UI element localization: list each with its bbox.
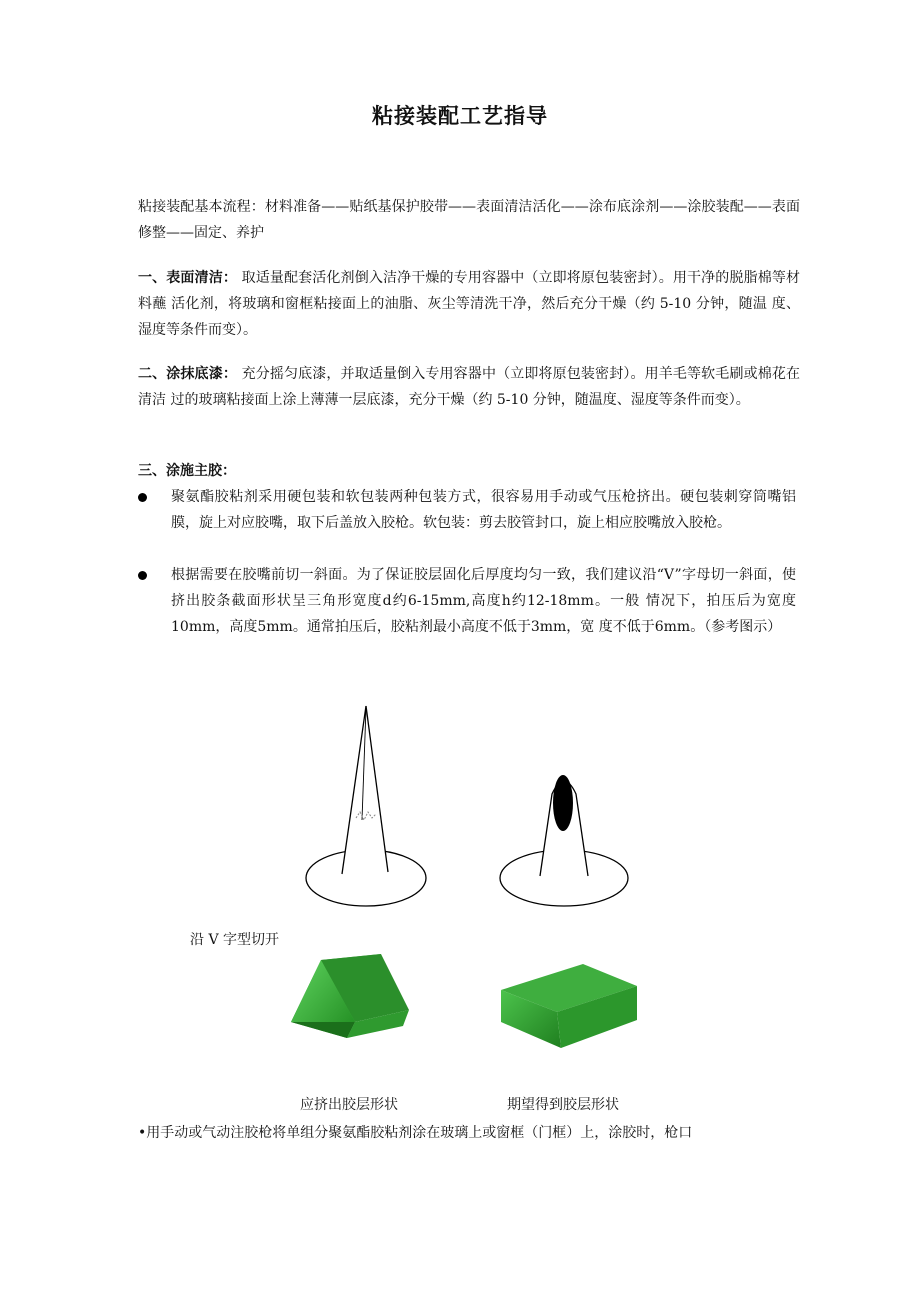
intro-paragraph: 粘接装配基本流程：材料准备——贴纸基保护胶带——表面清洁活化——涂布底涂剂——涂胶装配——表面修整——固定、养护: [138, 199, 800, 241]
section-body: 充分摇匀底漆，并取适量倒入专用容器中（立即将原包装密封）。用羊毛等软毛刷或棉花在清洁 过的玻璃粘接面上涂上薄薄一层底漆，充分干燥（约 5-10 分钟，随温度、湿度等条件而变）。: [138, 366, 801, 408]
cut-nozzle-figure: [496, 760, 646, 910]
expected-shape-caption: 期望得到胶层形状: [507, 1097, 619, 1113]
extruded-shape-caption: 应挤出胶层形状: [300, 1097, 398, 1113]
page-title: 粘接装配工艺指导: [372, 104, 548, 128]
section-main-adhesive: [138, 458, 800, 484]
bullet-icon: [138, 493, 147, 502]
section-surface-cleaning: [138, 265, 800, 343]
v-cut-nozzle-figure: [300, 700, 440, 910]
flat-bead-figure: [497, 958, 642, 1053]
section-heading: 三、涂施主胶：: [138, 463, 236, 479]
list-item-text: 根据需要在胶嘴前切一斜面。为了保证胶层固化后厚度均匀一致，我们建议沿“V”字母切一斜面，使挤出胶条截面形状呈三角形宽度d约6-15mm,高度h约12-18mm。一般 情况下，拍压后为宽度10mm，高度5mm。通常拍压后，胶粘剂最小高度不低于3mm，宽 度不低于6mm。（参考图示）: [171, 567, 796, 635]
bullet-icon: [138, 571, 147, 580]
nozzle-opening: [553, 775, 573, 831]
footer-line: •用手动或气动注胶枪将单组分聚氨酯胶粘剂涂在玻璃上或窗框（门框）上，涂胶时，枪口: [138, 1125, 693, 1141]
triangular-bead-figure: [285, 950, 415, 1045]
section-heading: 二、涂抹底漆：: [138, 366, 237, 382]
v-cut-caption: 沿 V 字型切开: [190, 932, 280, 948]
section-heading: 一、表面清洁：: [138, 270, 237, 286]
list-item-text: 聚氨酯胶粘剂采用硬包装和软包装两种包装方式，很容易用手动或气压枪挤出。硬包装刺穿筒嘴铝膜，旋上对应胶嘴，取下后盖放入胶枪。软包装：剪去胶管封口，旋上相应胶嘴放入胶枪。: [171, 489, 796, 531]
section-primer: [138, 361, 800, 413]
section-body: 取适量配套活化剂倒入洁净干燥的专用容器中（立即将原包装密封）。用干净的脱脂棉等材料蘸 活化剂，将玻璃和窗框粘接面上的油脂、灰尘等清洗干净，然后充分干燥（约 5-10 分钟，随温 度、湿度等条件而变）。: [138, 270, 801, 338]
